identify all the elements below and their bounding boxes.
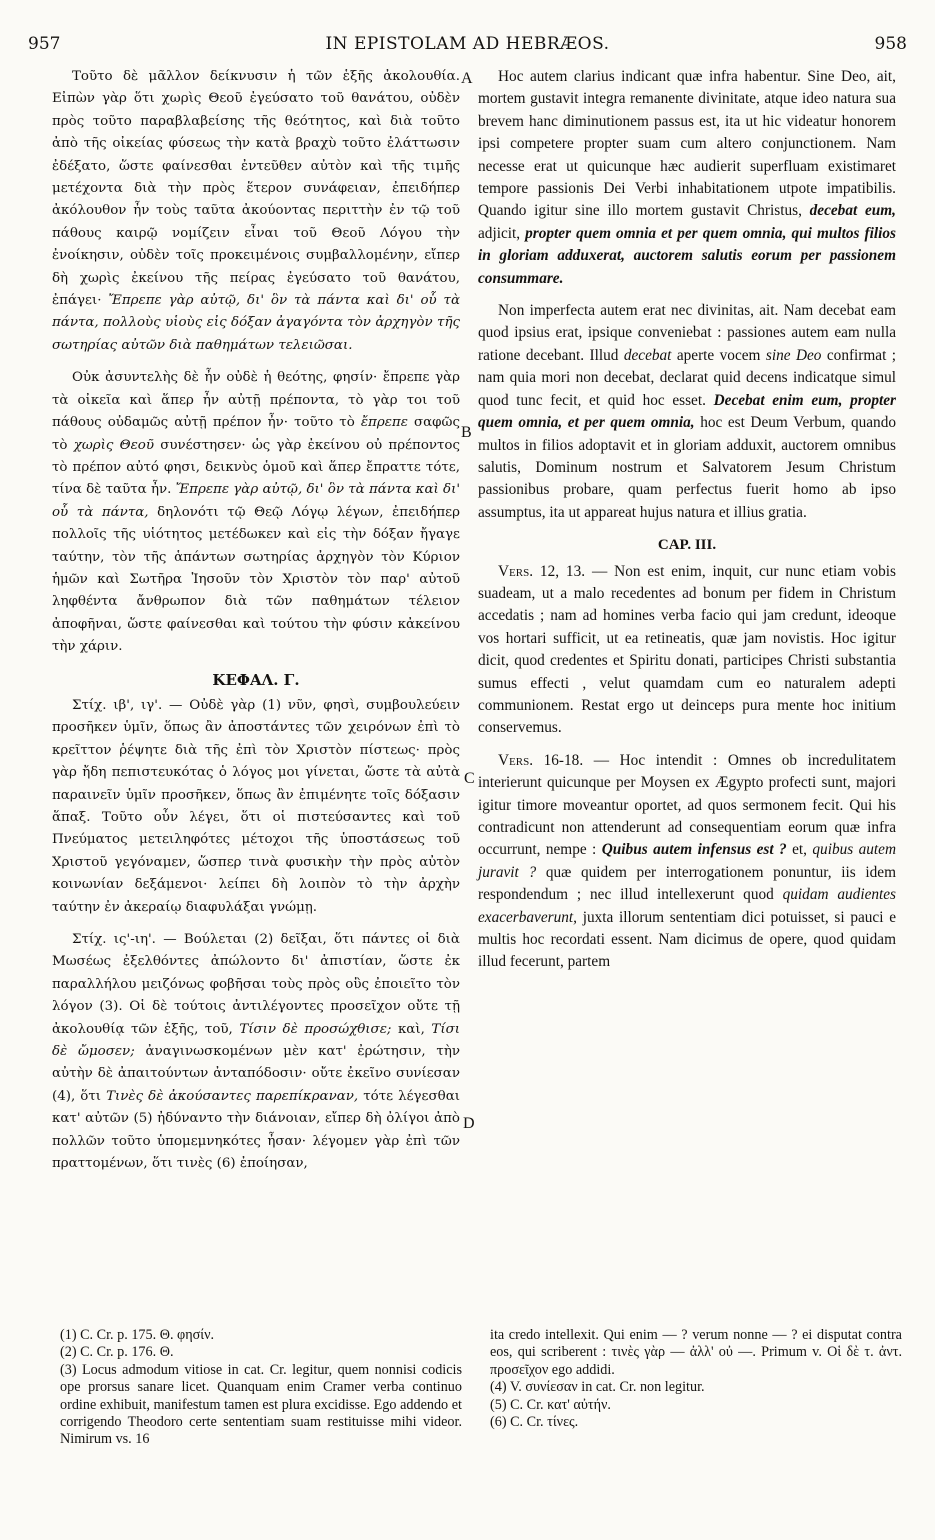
greek-quote: χωρὶς Θεοῦ [73,437,154,453]
latin-text: et, [792,841,807,859]
greek-text: τότε λέγεσθαι κατ' αὐτῶν (5) ἠδύναντο τὴν διάνοιαν, εἴπερ δὴ ὀλίγοι ἀπὸ πολλῶν τοῦτο ὑπομεμνηκότες ἦσαν· λέγομεν γὰρ ἐπὶ τῶν πραττομένων, ὅτι τινὲς (6) ἐποίησαν, [52,1088,460,1172]
greek-quote: Ἔπρεπε γὰρ αὐτῷ, δι' ὃν τὰ πάντα καὶ δι' οὗ τὰ πάντα, [52,482,461,520]
verse-reference: Vers. 12, 13. — [498,562,608,580]
latin-paragraph-3 [478,561,896,740]
page-number-right: 958 [874,34,907,54]
footnotes-left [60,1327,462,1449]
margin-marker-a: A [461,70,473,87]
latin-paragraph-1 [478,66,896,290]
latin-column [478,66,896,974]
greek-paragraph-2 [52,367,460,658]
latin-chapter-heading: CAP. III. [657,537,717,554]
running-title: IN EPISTOLAM AD HEBRÆOS. [325,34,610,54]
greek-text: Οὐκ ἀσυντελὴς δὲ ἦν οὐδὲ ἡ θεότης, φησίν· ἔπρεπε γὰρ τὰ οἰκεῖα καὶ ἅπερ ἦν αὐτῇ πρέποντα, τὸ γὰρ τοι τοῦ πάθους οὐδαμῶς αὐτῇ πρέπον ἦν· τοῦτο τὸ [52,370,460,431]
latin-quote: Decebat enim eum, propter quem omnia, et per quem omnia, [478,391,896,432]
greek-text: ἀναγινωσκομένων μὲν κατ' ἐρώτησιν, τὴν αὐτὴν δὲ ἀπαιτούντων ἀνταπόδοσιν· οὔτε ἐκεῖνο συνίεσαν (4), ὅτι [52,1044,460,1104]
latin-text: aperte vocem [676,346,761,364]
footnote: (5) C. Cr. κατ' αὐτήν. [490,1396,611,1413]
latin-text: quæ quidem per interrogationem ponuntur, iis idem respondendum ; nec illud intellexerunt quod [478,863,896,904]
verse-reference: Στίχ. ιβ', ιγ'. — [72,697,183,713]
latin-text: Hoc autem clarius indicant quæ infra habentur. Sine Deo, ait, mortem gustavit integra remanente divinitate, atque ideo natura sua brevem hanc diminutionem passus est, ita ut hic videatur honorem ipsi competere propter suam cum altero conjunctionem. Nam necesse erat ut quicunque hæc audierit superfluam existimaret tempore passionis Dei Verbi inhabitationem utpote impatibilis. Quando igitur sine illo mortem gustavit Christus, [478,68,896,220]
greek-quote: Τίσι δὲ ὤμοσεν; [52,1021,460,1060]
greek-text: Οὐδὲ γὰρ (1) νῦν, φησὶ, συμβουλεύειν προσῆκεν ὑμῖν, ὅπως ἂν ἀποστάντες τῶν χειρόνων ἐπὶ τὸ κρεῖττον ῥέψητε διὰ τῆς ἐπὶ τὸν Χριστὸν πίστεως· πρὸς γὰρ ἤδη πεπιστευκότας ὁ λόγος μοι γίνεται, ὥστε τὰ αὐτὰ παραινεῖν ὑμῖν προσῆκεν, ὅπως ἂν ἐπιμένητε τοῖς δόξασιν ἅπαξ. Τοῦτο οὖν λέγει, ὅτι οἱ πιστεύσαντες καὶ τοῦ Πνεύματος μετειληφότες μέτοχοι τῆς ὑποστάσεως τοῦ Χριστοῦ γεγόναμεν, ὥσπερ τινὰ φυσικὴν τὴν πρὸς αὐτὸν κοινωνίαν δεξάμενοι· λείπει δὴ λοιπὸν τὸ τὴν ἀρχὴν ταύτην ἐν ἀκεραίῳ διαφυλάξαι γνώμῃ. [52,697,461,915]
latin-quote: quidam audientes exacerbaverunt, [478,886,896,926]
greek-paragraph-4 [52,929,460,1175]
greek-text: συνέστησεν· ὡς γὰρ ἐκείνου οὐ πρέποντος τὸ πρέπον αὐτό φησι, δεικνὺς ὁμοῦ καὶ ἅπερ ἔπραττε τότε, τίνα δὲ ταῦτα ἦν. [52,437,460,498]
greek-quote: ἔπρεπε [360,415,408,431]
latin-text: confirmat ; nam quia mori non decebat, declarat quid decens indicatque simul quod tunc fecit, et quid hoc esset. [478,346,897,409]
greek-text: Βούλεται (2) δεῖξαι, ὅτι πάντες οἱ διὰ Μωσέως ἐξελθόντες ἀπώλοντο δι' ἀπιστίαν, ὥστε ἐκ παραλλήλου μειζόνως φοβῆσαι τοὺς πρὸς οὓς ἐποιεῖτο τὸν λόγον (3). Οἱ δὲ τούτοις ἀντιλέγοντες προσεῖχον οὔτε τῇ ἀκολουθίᾳ τῶν ἑξῆς, τοῦ, [52,932,460,1037]
latin-paragraph-2 [478,300,896,524]
greek-quote: Τινὲς δὲ ἀκούσαντες παρεπίκραναν, [106,1088,359,1104]
verse-reference: Vers. 16-18. — [498,751,610,769]
latin-quote: quibus autem juravit ? [478,841,897,881]
greek-text: δηλονότι τῷ Θεῷ Λόγῳ λέγων, ἐπειδήπερ πολλοῖς τῆς υἱότητος μετέδωκεν καὶ εἰς τὴν δόξαν ἤγαγε ταύτην, τὸν τῆς ἁπάντων σωτηρίας ἀρχηγὸν τὸν Κύριον ἡμῶν καὶ Σωτῆρα Ἰησοῦν τὸν Χριστὸν τὸν παρ' αὐτοῦ ληφθέντα ἄνθρωπον διὰ τῶν παθημάτων τέλειον ἀποφῆναι, ὥστε φαίνεσθαι καὶ τούτου τὴν φύσιν κἀκείνου τὴν χάριν. [52,504,460,655]
margin-marker-c: C [464,770,475,787]
latin-quote: decebat eum, [809,202,896,220]
greek-quote: Τίσιν δὲ προσώχθισε; [239,1021,392,1037]
greek-text: σαφῶς τὸ [52,415,460,453]
latin-quote: sine Deo [765,346,822,364]
greek-text: Τοῦτο δὲ μᾶλλον δείκνυσιν ἡ τῶν ἑξῆς ἀκολουθία. Εἰπὼν γὰρ ὅτι χωρὶς Θεοῦ ἐγεύσατο τοῦ θανάτου, οὐδὲν πρὸς τοῦτο παραβλαβείσης τῆς θεότητος, καὶ διὰ τοῦτο ἀπὸ τῆς οἰκείας φύσεως τὴν κατὰ βραχὺ τοῦτο ἐλάττωσιν ἐδέξατο, ὥστε φαίνεσθαι ἐντεῦθεν αὐτὸν καὶ τῆς τιμῆς μετέχοντα διὰ τὴν πρὸς ἕτερον συνάφειαν, ἐπειδήπερ ἀκόλουθον ἦν τοὺς ταῦτα ἀκούοντας περιττὴν ἐν τῷ τοῦ πάθους καιρῷ νομίζειν εἶναι τοῦ Θεοῦ Λόγου τὴν ἐνοίκησιν, οὐδὲν τοῖς προκειμένοις συμβαλλομένην, εἴπερ δὴ χωρὶς ἐκείνου τῆς πείρας ἐγεύσατο τοῦ θανάτου, ἐπάγει· [52,69,460,309]
latin-text: Non est enim, inquit, cur nunc etiam vobis suadeam, ut a malo recedentes ad bonum per fidem in Christum accedatis ; nam ad homines verba facio qui jam credunt, ideoque vos hortari sufficit, ut ea retineatis, quæ jam novistis. Hoc igitur dicit, quod credentes et Spiritu donati, participes Christi substantia sumus effecti , velut quamdam cum eo naturalem adepti communionem. Restat ergo ut deinceps pura mente hoc initium conservemus. [478,562,896,737]
latin-text: Hoc intendit : Omnes ob incredulitatem interierunt quicunque per Moysen ex Ægypto profecti sunt, majori igitur timore moveantur oportet, ad quos sermonem fecit. Qui his contradicunt non attenderunt ad consequentiam eorum quæ infra occurrunt, nempe : [478,751,896,859]
latin-text: hoc est Deum Verbum, quando multos in filios adoptavit et in gloriam adduxit, auctorem omnibus salutis, Dominum nostrum et Salvatorem Jesum Christum passionibus probare, quam perfectus fuerit homo ab ipso assumptus, ita ut appareat hujus natura et illius gratia. [478,414,896,521]
latin-text: adjicit, [478,224,521,242]
footnote-continuation: ita credo intellexit. Qui enim — ? verum nonne — ? ei disputat contra eos, qui scriberent : τινὲς γὰρ — ἀλλ' οὐ —. Primum v. Οἱ δὲ τ. ἀντ. προσεῖχον ego addidi. [490,1327,902,1378]
greek-quote: Ἔπρεπε γὰρ αὐτῷ, δι' ὃν τὰ πάντα καὶ δι' οὗ τὰ πάντα, πολλοὺς υἱοὺς εἰς δόξαν ἀγαγόντα τὸν ἀρχηγὸν τῆς σωτηρίας αὐτῶν διὰ παθημάτων τελειῶσαι. [52,293,460,353]
margin-marker-d: D [463,1115,475,1132]
footnote: (3) Locus admodum vitiose in cat. Cr. legitur, quem nonnisi codicis ope prorsus sanare licet. Quanquam enim Cramer verba continuo ordine exhibuit, manifestum tamen est plura excidisse. Ego addendo et corrigendo Theodoro certe sententiam suam restituisse mihi videor. Nimirum vs. 16 [60,1361,462,1448]
latin-paragraph-4 [478,750,896,974]
verse-reference: Στίχ. ις'-ιη'. — [72,932,177,948]
footnotes-right [490,1327,902,1431]
footnote: (4) V. συνίεσαν in cat. Cr. non legitur. [490,1379,705,1396]
latin-text: juxta illorum sententiam dici potuisset, si pauci e multis hoc recordati essent. Nam dicimus de opere, quod quidam illud fecerunt, partem [478,908,896,971]
greek-paragraph-1 [52,66,460,357]
margin-marker-b: B [461,424,472,441]
latin-quote: Quibus autem infensus est ? [601,841,787,859]
running-header [28,34,907,56]
latin-text: Non imperfecta autem erat nec divinitas, ait. Nam decebat eam quod ipsius erat, ipsique conveniebat : passiones autem eam nulla ratione decebant. Illud [478,302,896,364]
greek-column [52,66,460,1176]
greek-paragraph-3 [52,695,460,919]
footnote: (6) C. Cr. τίνες. [490,1414,579,1431]
latin-quote: decebat [623,346,672,364]
page-number-left: 957 [28,34,61,54]
greek-text: καὶ, [397,1021,425,1037]
footnote: (2) C. Cr. p. 176. Θ. [60,1344,174,1361]
greek-chapter-heading: ΚΕΦΑΛ. Γ. [212,670,300,689]
footnote: (1) C. Cr. p. 175. Θ. φησίν. [60,1327,215,1343]
latin-quote: propter quem omnia et per quem omnia, qui multos filios in gloriam adduxerat, auctorem salutis eorum per passionem consummare. [478,224,897,287]
